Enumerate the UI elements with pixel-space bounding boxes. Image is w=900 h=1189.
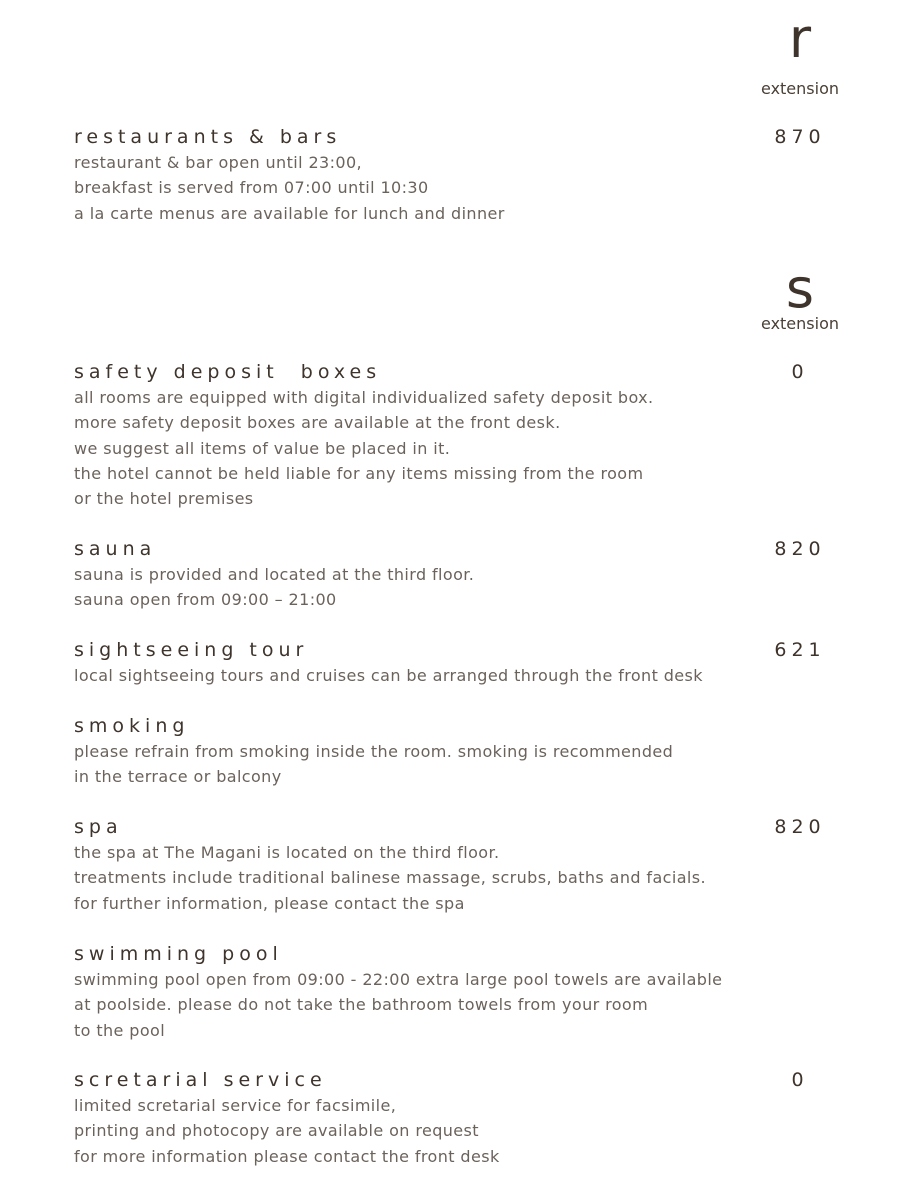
description-line: to the pool [74, 1020, 166, 1040]
entry-description [74, 562, 854, 613]
entry-sauna [74, 536, 854, 613]
entry-title: scretarial service [74, 1069, 327, 1091]
section-letter-r: r [788, 7, 812, 70]
entry-description [74, 967, 854, 1043]
entry-title: spa [74, 816, 123, 838]
entry-extension: 820 [774, 538, 826, 560]
entry-swimming-pool [74, 941, 854, 1043]
entry-extension: 0 [791, 1069, 809, 1091]
description-line: a la carte menus are available for lunch and dinner [74, 203, 505, 223]
description-line: for more information please contact the front desk [74, 1146, 500, 1166]
description-line: treatments include traditional balinese massage, scrubs, baths and facials. [74, 868, 706, 888]
entry-title: sightseeing tour [74, 639, 309, 661]
description-line: the hotel cannot be held liable for any items missing from the room [74, 463, 644, 483]
entry-extension: 0 [791, 361, 809, 383]
description-line: at poolside. please do not take the bathroom towels from your room [74, 995, 649, 1015]
entry-extension: 621 [774, 639, 826, 661]
section-letter-s: s [785, 257, 815, 320]
description-line: all rooms are equipped with digital individualized safety deposit box. [74, 388, 654, 407]
description-line: more safety deposit boxes are available at the front desk. [74, 413, 561, 433]
description-line: local sightseeing tours and cruises can be arranged through the front desk [74, 666, 703, 685]
description-line: for further information, please contact the spa [74, 893, 465, 913]
entry-description [74, 840, 854, 916]
entry-restaurants-bars [74, 124, 854, 226]
description-line: swimming pool open from 09:00 - 22:00 extra large pool towels are available [74, 970, 723, 989]
entry-description [74, 385, 854, 511]
entry-scretarial-service [74, 1067, 854, 1169]
entry-safety-deposit-boxes [74, 359, 854, 511]
entry-extension: 870 [774, 126, 826, 148]
extension-header-s: extension [761, 314, 839, 333]
entry-extension: 820 [774, 816, 826, 838]
description-line: we suggest all items of value be placed in it. [74, 438, 451, 458]
entry-title: safety deposit boxes [74, 361, 382, 383]
description-line: or the hotel premises [74, 489, 254, 509]
entry-title: swimming pool [74, 943, 283, 965]
entry-spa [74, 814, 854, 916]
entry-sightseeing-tour [74, 637, 854, 688]
description-line: breakfast is served from 07:00 until 10:30 [74, 178, 429, 198]
extension-header-r: extension [761, 79, 839, 98]
entry-title: smoking [74, 715, 190, 737]
description-line: in the terrace or balcony [74, 767, 282, 787]
description-line: limited scretarial service for facsimile, [74, 1096, 397, 1115]
description-line: please refrain from smoking inside the room. smoking is recommended [74, 742, 674, 761]
description-line: restaurant & bar open until 23:00, [74, 153, 363, 172]
description-line: sauna is provided and located at the third floor. [74, 565, 475, 584]
description-line: printing and photocopy are available on request [74, 1121, 479, 1141]
entry-description [74, 1093, 854, 1169]
description-line: sauna open from 09:00 – 21:00 [74, 590, 337, 610]
entry-description [74, 150, 854, 226]
entry-description [74, 739, 854, 790]
description-line: the spa at The Magani is located on the third floor. [74, 843, 500, 862]
entry-title: sauna [74, 538, 157, 560]
entry-smoking [74, 713, 854, 790]
entry-title: restaurants & bars [74, 126, 342, 148]
entry-description [74, 663, 854, 688]
